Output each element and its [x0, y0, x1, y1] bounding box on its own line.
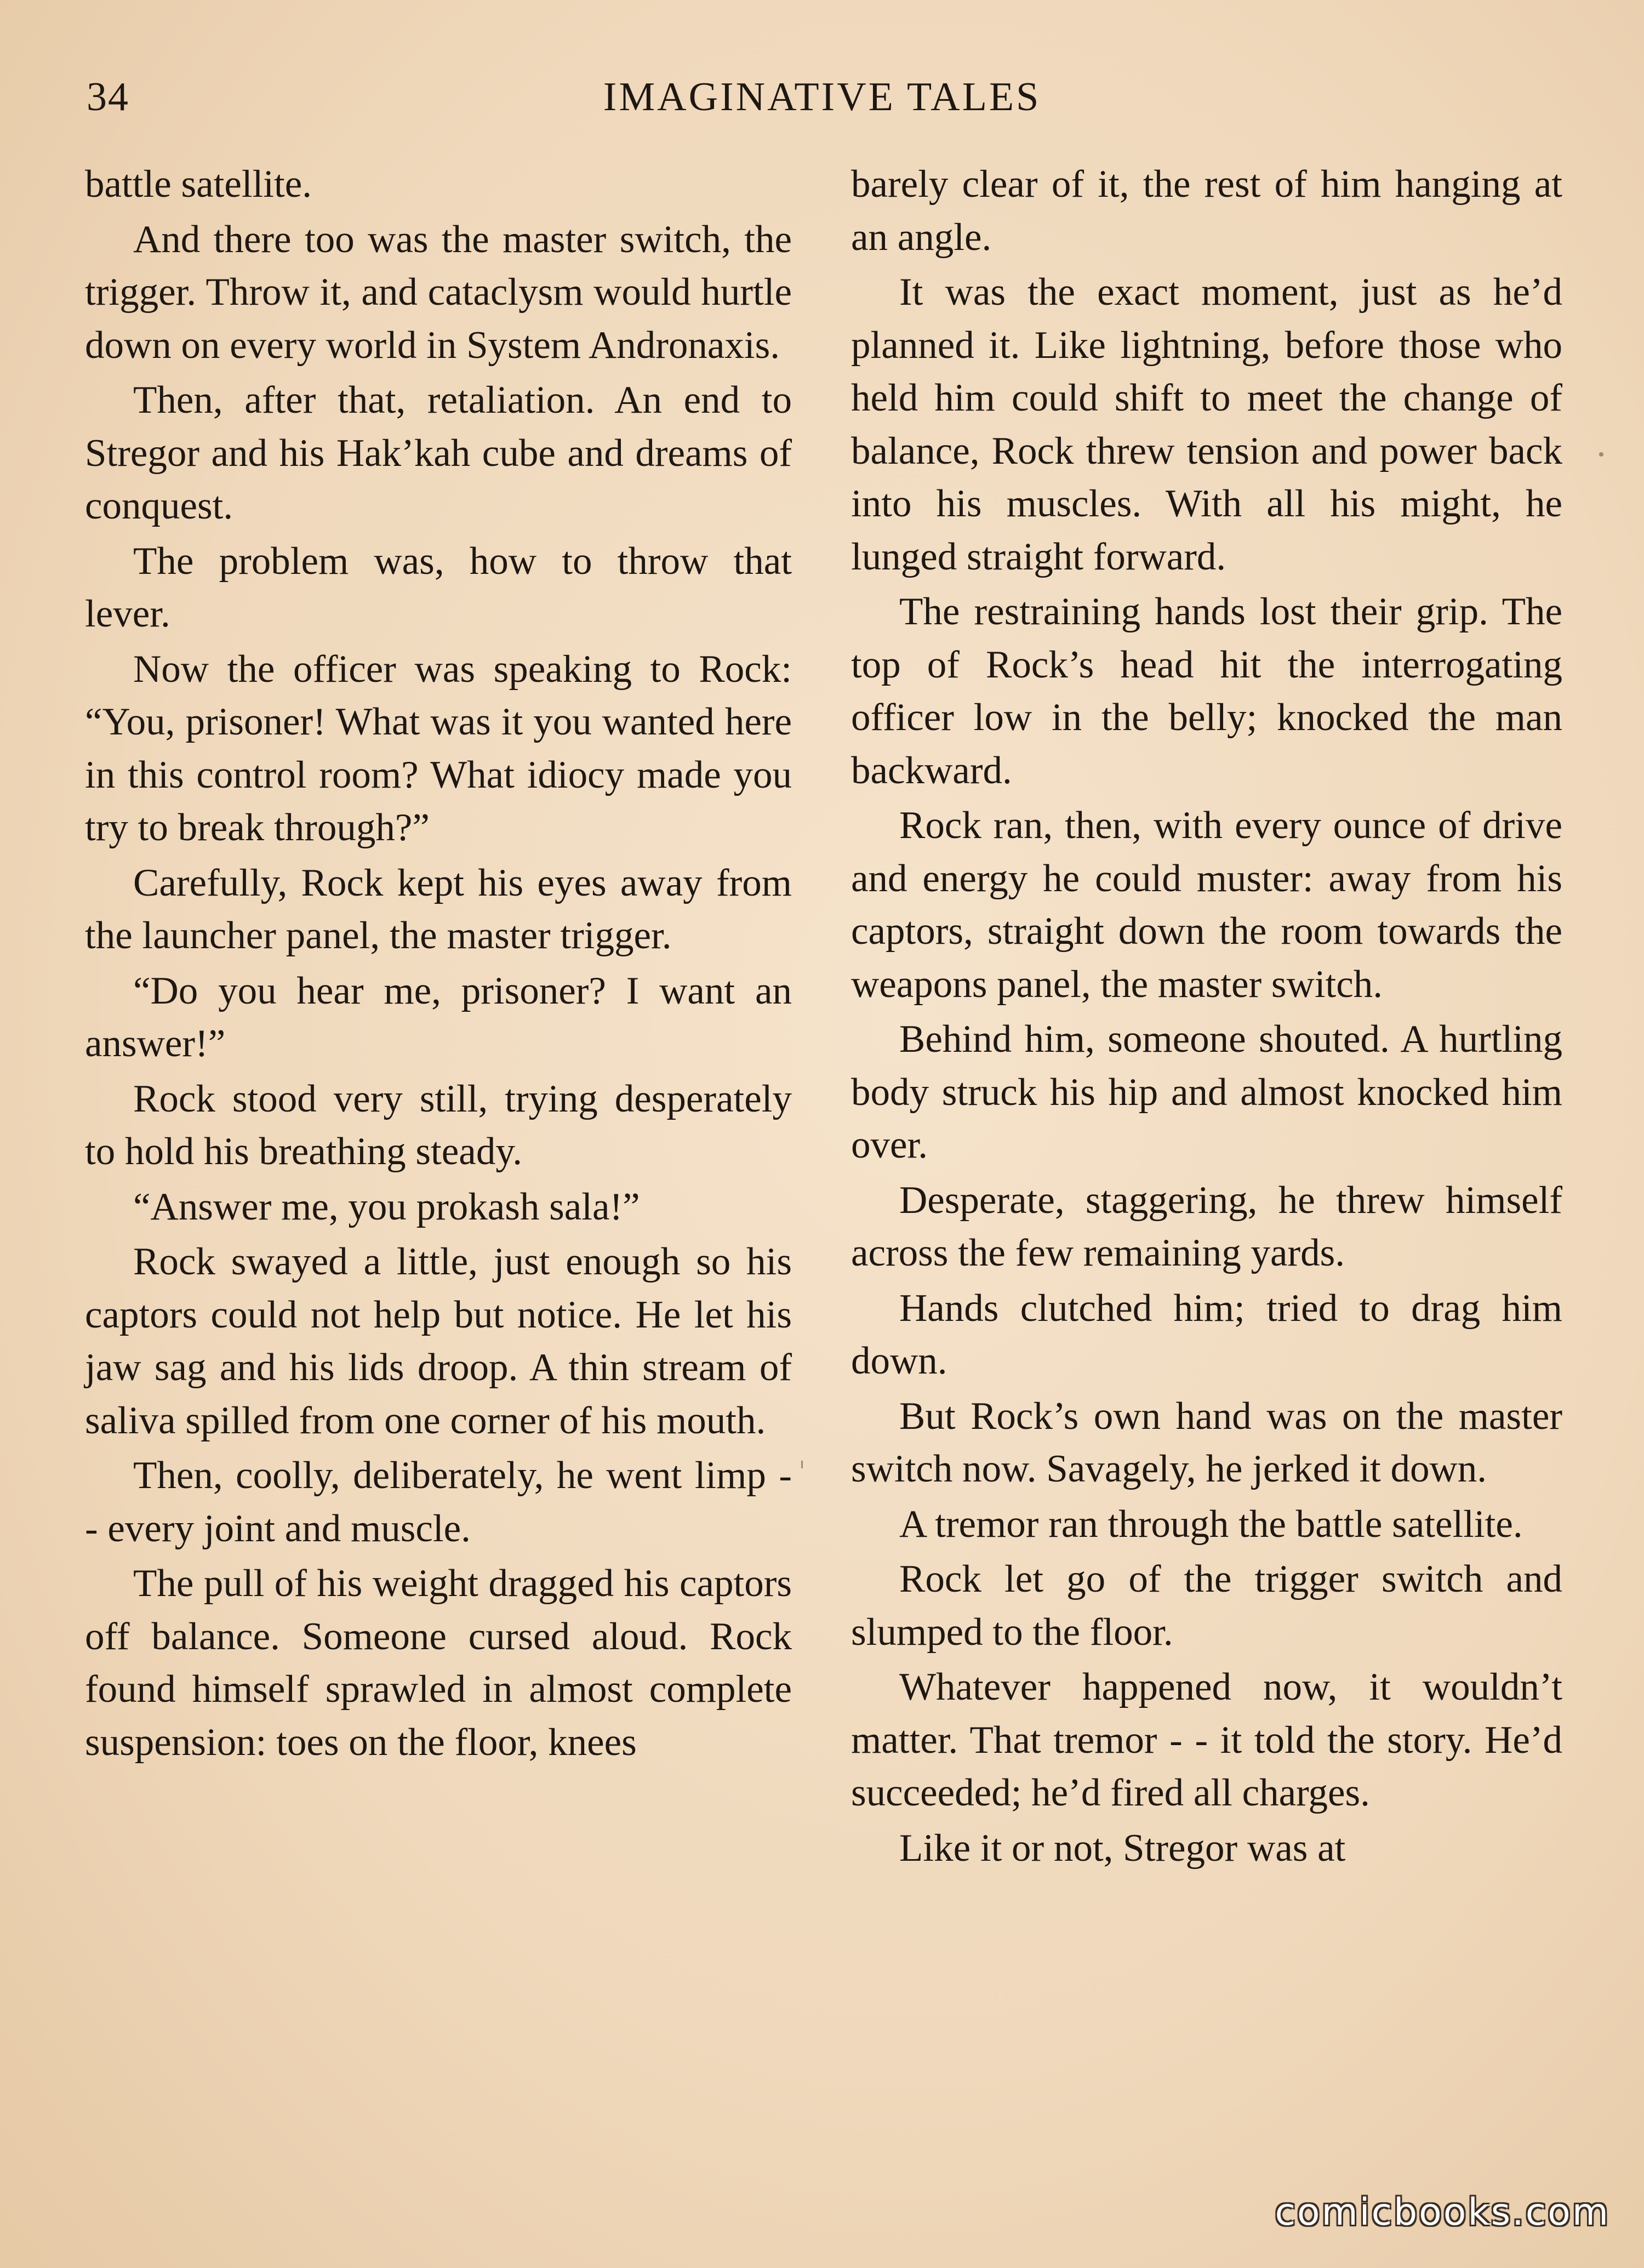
paragraph: And there too was the master switch, the trigger. Throw it, and cataclysm would hurtle down on every world in System Andronaxis.: [85, 218, 792, 367]
paragraph: Rock stood very still, trying desperately to hold his breathing steady.: [85, 1077, 792, 1173]
paragraph: The problem was, how to throw that lever.: [85, 539, 792, 635]
paragraph: Behind him, someone shouted. A hurtling body struck his hip and almost knocked him over.: [851, 1018, 1562, 1166]
paragraph: It was the exact moment, just as he’d planned it. Like lightning, before those who held him could shift to meet the change of balance, Rock threw tension and power back into his muscles. With all his might, he lunged straight forward.: [851, 271, 1562, 578]
left-column: [85, 158, 792, 1771]
paragraph: The pull of his weight dragged his captors off balance. Someone cursed aloud. Rock found himself sprawled in almost complete suspension: toes on the floor, knees: [85, 1562, 792, 1764]
paragraph: A tremor ran through the battle satellite.: [899, 1502, 1523, 1546]
paragraph: Whatever happened now, it wouldn’t matter. That tremor - - it told the story. He’d succeeded; he’d fired all charges.: [851, 1666, 1562, 1814]
paragraph: Desperate, staggering, he threw himself across the few remaining yards.: [851, 1178, 1562, 1274]
running-head: IMAGINATIVE TALES: [603, 75, 1041, 119]
paragraph: battle satellite.: [85, 163, 312, 206]
paragraph: Like it or not, Stregor was at: [899, 1826, 1346, 1870]
paragraph: Then, coolly, deliberately, he went limp - - every joint and muscle.: [85, 1454, 792, 1550]
print-speck: [801, 1461, 803, 1468]
paragraph: Rock ran, then, with every ounce of drive and energy he could muster: away from his captors, straight down the room towards the weapons panel, the master switch.: [851, 804, 1562, 1006]
paragraph: barely clear of it, the rest of him hanging at an angle.: [851, 163, 1562, 259]
paragraph: “Answer me, you prokash sala!”: [133, 1185, 640, 1228]
paragraph: Rock swayed a little, just enough so his captors could not help but notice. He let his jaw sag and his lids droop. A thin stream of saliva spilled from one corner of his mouth.: [85, 1240, 792, 1442]
paragraph: Then, after that, retaliation. An end to Stregor and his Hak’kah cube and dreams of conquest.: [85, 379, 792, 527]
paragraph: Now the officer was speaking to Rock: “You, prisoner! What was it you wanted here in this control room? What idiocy made you try to break through?”: [85, 647, 792, 849]
paragraph: Hands clutched him; tried to drag him down.: [851, 1286, 1562, 1382]
right-column: [851, 158, 1562, 1877]
paragraph: The restraining hands lost their grip. The top of Rock’s head hit the interrogating officer low in the belly; knocked the man backward.: [851, 590, 1562, 792]
paragraph: Rock let go of the trigger switch and slumped to the floor.: [851, 1558, 1562, 1654]
page-number: 34: [87, 75, 129, 119]
watermark: comicbooks.com: [1275, 2191, 1610, 2234]
paragraph: “Do you hear me, prisoner? I want an answer!”: [85, 969, 792, 1065]
print-speck: [1599, 452, 1603, 457]
paragraph: Carefully, Rock kept his eyes away from the launcher panel, the master trigger.: [85, 861, 792, 957]
paragraph: But Rock’s own hand was on the master switch now. Savagely, he jerked it down.: [851, 1394, 1562, 1490]
